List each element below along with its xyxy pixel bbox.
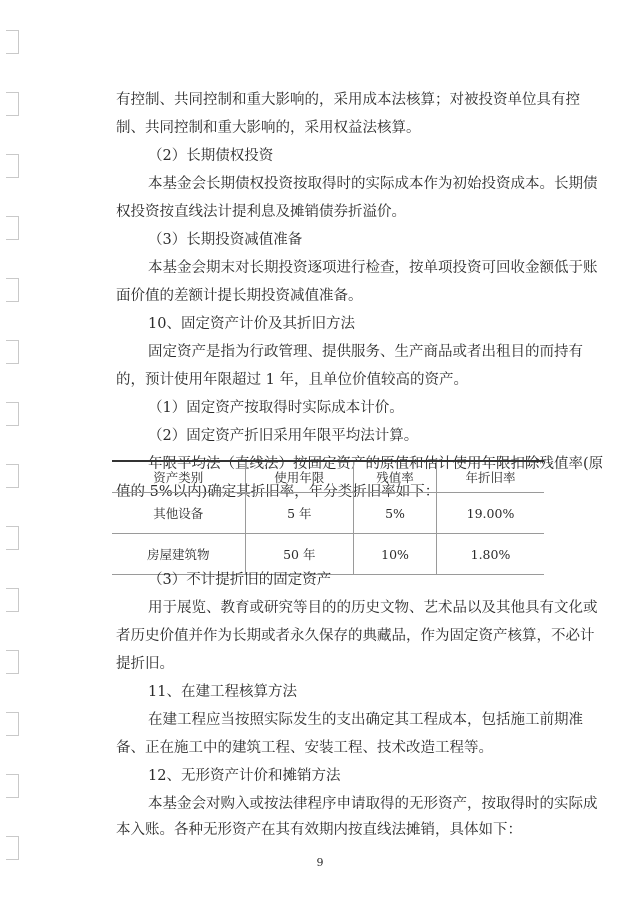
- section-heading: 11、在建工程核算方法: [148, 684, 297, 700]
- paragraph-line: 者历史价值并作为长期或者永久保存的典藏品，作为固定资产核算，不必计: [116, 628, 595, 644]
- table-cell: 10%: [354, 534, 437, 575]
- paragraph-line: 在建工程应当按照实际发生的支出确定其工程成本，包括施工前期准: [148, 712, 583, 728]
- paragraph-line: 面价值的差额计提长期投资减值准备。: [116, 288, 363, 304]
- table-cell: 5%: [354, 493, 437, 534]
- column-header: 年折旧率: [436, 461, 544, 493]
- paragraph-line: 有控制、共同控制和重大影响的，采用成本法核算；对被投资单位具有控: [116, 92, 580, 108]
- subheading: （1）固定资产按取得时实际成本计价。: [148, 400, 404, 416]
- table-cell: 5 年: [245, 493, 354, 534]
- column-header: 使用年限: [245, 461, 354, 493]
- paragraph-line: 值的 5%以内)确定其折旧率，年分类折旧率如下：: [116, 484, 440, 500]
- paragraph-line: 本入账。各种无形资产在其有效期内按直线法摊销，具体如下：: [116, 822, 522, 838]
- table-cell: 50 年: [245, 534, 354, 575]
- column-header: 资产类别: [112, 461, 245, 493]
- depreciation-table: [112, 460, 544, 575]
- table-cell: 1.80%: [436, 534, 544, 575]
- table-cell: 其他设备: [112, 493, 245, 534]
- paragraph-line: 本基金会长期债权投资按取得时的实际成本作为初始投资成本。长期债: [148, 176, 598, 192]
- table-cell: 房屋建筑物: [112, 534, 245, 575]
- subheading: （2）长期债权投资: [148, 148, 274, 164]
- table-header-row: [112, 461, 544, 493]
- paragraph-line: 固定资产是指为行政管理、提供服务、生产商品或者出租目的而持有: [148, 344, 583, 360]
- paragraph-line: 用于展览、教育或研究等目的的历史文物、艺术品以及其他具有文化或: [148, 600, 598, 616]
- section-heading: 12、无形资产计价和摊销方法: [148, 768, 341, 784]
- table-row: [112, 493, 544, 534]
- column-header: 残值率: [354, 461, 437, 493]
- paragraph-line: 权投资按直线法计提利息及摊销债券折溢价。: [116, 204, 406, 220]
- paragraph-line: 备、正在施工中的建筑工程、安装工程、技术改造工程等。: [116, 740, 493, 756]
- table-row: [112, 534, 544, 575]
- paragraph-line: 的，预计使用年限超过 1 年，且单位价值较高的资产。: [116, 372, 468, 388]
- table-cell: 19.00%: [436, 493, 544, 534]
- page-number: 9: [316, 856, 324, 869]
- section-heading: 10、固定资产计价及其折旧方法: [148, 316, 355, 332]
- paragraph-line: 制、共同控制和重大影响的，采用权益法核算。: [116, 120, 421, 136]
- subheading: （2）固定资产折旧采用年限平均法计算。: [148, 428, 419, 444]
- paragraph-line: 提折旧。: [116, 656, 174, 672]
- paragraph-line: 年限平均法（直线法）按固定资产的原值和估计使用年限扣除残值率(原: [148, 456, 604, 472]
- paragraph-line: 本基金会对购入或按法律程序申请取得的无形资产，按取得时的实际成: [148, 796, 598, 812]
- subheading: （3）不计提折旧的固定资产: [148, 572, 332, 588]
- subheading: （3）长期投资减值准备: [148, 232, 303, 248]
- paragraph-line: 本基金会期末对长期投资逐项进行检查，按单项投资可回收金额低于账: [148, 260, 598, 276]
